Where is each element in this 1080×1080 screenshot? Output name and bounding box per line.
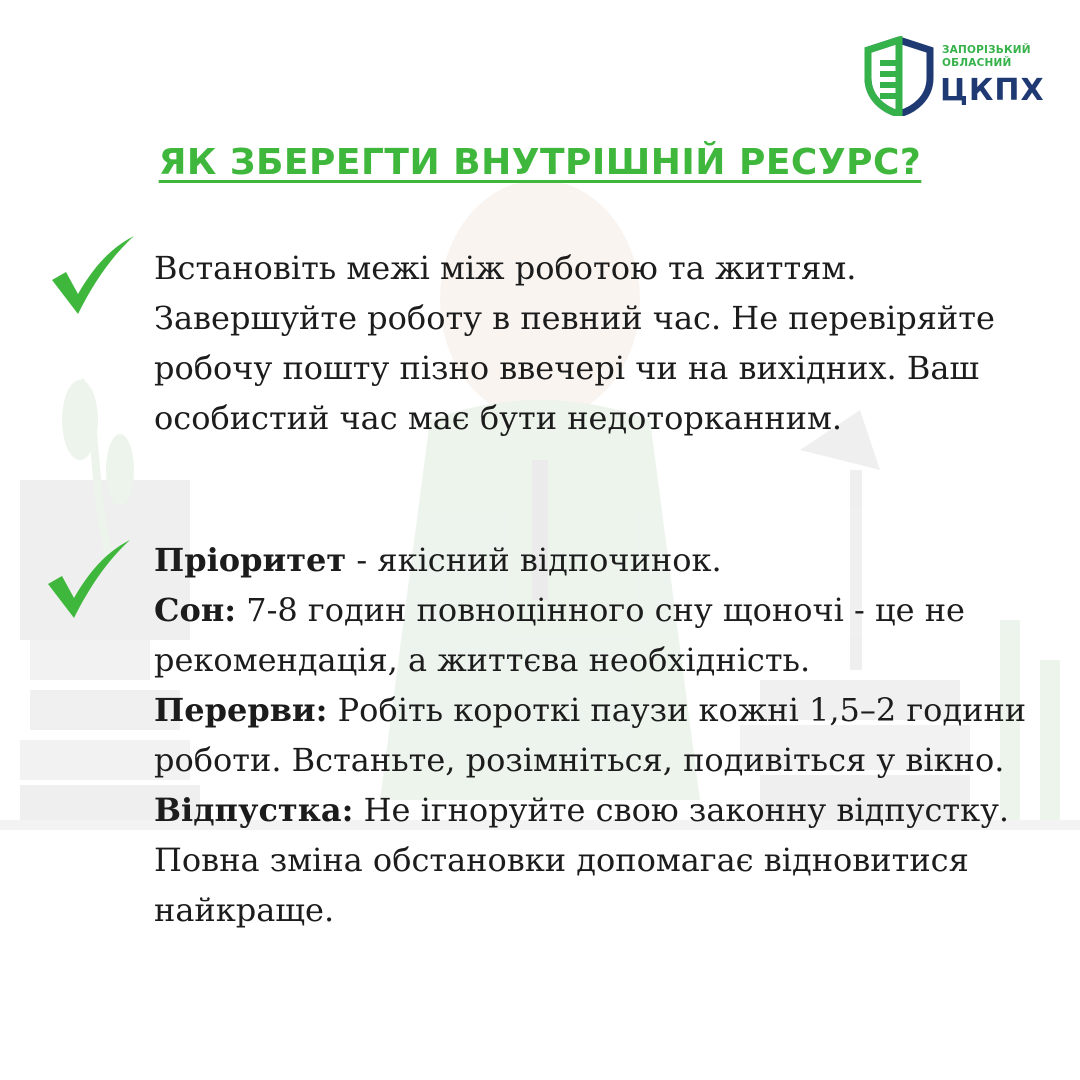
priority-label: Пріоритет bbox=[154, 541, 347, 579]
rest-block bbox=[154, 535, 1054, 935]
checkmark-icon bbox=[44, 538, 134, 622]
vacation-label: Відпустка: bbox=[154, 791, 354, 829]
boundaries-block bbox=[154, 243, 1054, 443]
sleep-line bbox=[154, 585, 1054, 685]
page-title: ЯК ЗБЕРЕГТИ ВНУТРІШНІЙ РЕСУРС? bbox=[158, 142, 922, 183]
vacation-text: Не ігноруйте свою законну відпустку. Повна зміна обстановки допомагає відновитися найкраще. bbox=[154, 791, 1010, 929]
priority-text: - якісний відпочинок. bbox=[346, 541, 722, 579]
breaks-text: Робіть короткі паузи кожні 1,5–2 години роботи. Встаньте, розімніться, подивіться у вікно. bbox=[154, 691, 1027, 779]
page-title-wrap bbox=[0, 142, 1080, 183]
logo bbox=[862, 36, 1045, 116]
logo-line2: ОБЛАСНИЙ bbox=[942, 57, 1012, 69]
sleep-text: 7-8 годин повноцінного сну щоночі - це не рекомендація, а життєва необхідність. bbox=[154, 591, 965, 679]
breaks-label: Перерви: bbox=[154, 691, 328, 729]
vacation-line bbox=[154, 785, 1054, 935]
priority-line bbox=[154, 535, 1054, 585]
checkmark-icon bbox=[48, 234, 138, 318]
boundaries-text: Встановіть межі між роботою та життям. Завершуйте роботу в певний час. Не перевіряйте робочу пошту пізно ввечері чи на вихідних. Ваш особистий час має бути недоторканним. bbox=[154, 249, 995, 437]
logo-name: ЦКПХ bbox=[940, 73, 1045, 108]
logo-subtitle bbox=[942, 44, 1031, 70]
sleep-label: Сон: bbox=[154, 591, 237, 629]
shield-logo-icon bbox=[862, 36, 936, 116]
logo-line1: ЗАПОРІЗЬКИЙ bbox=[942, 44, 1031, 56]
breaks-line bbox=[154, 685, 1054, 785]
